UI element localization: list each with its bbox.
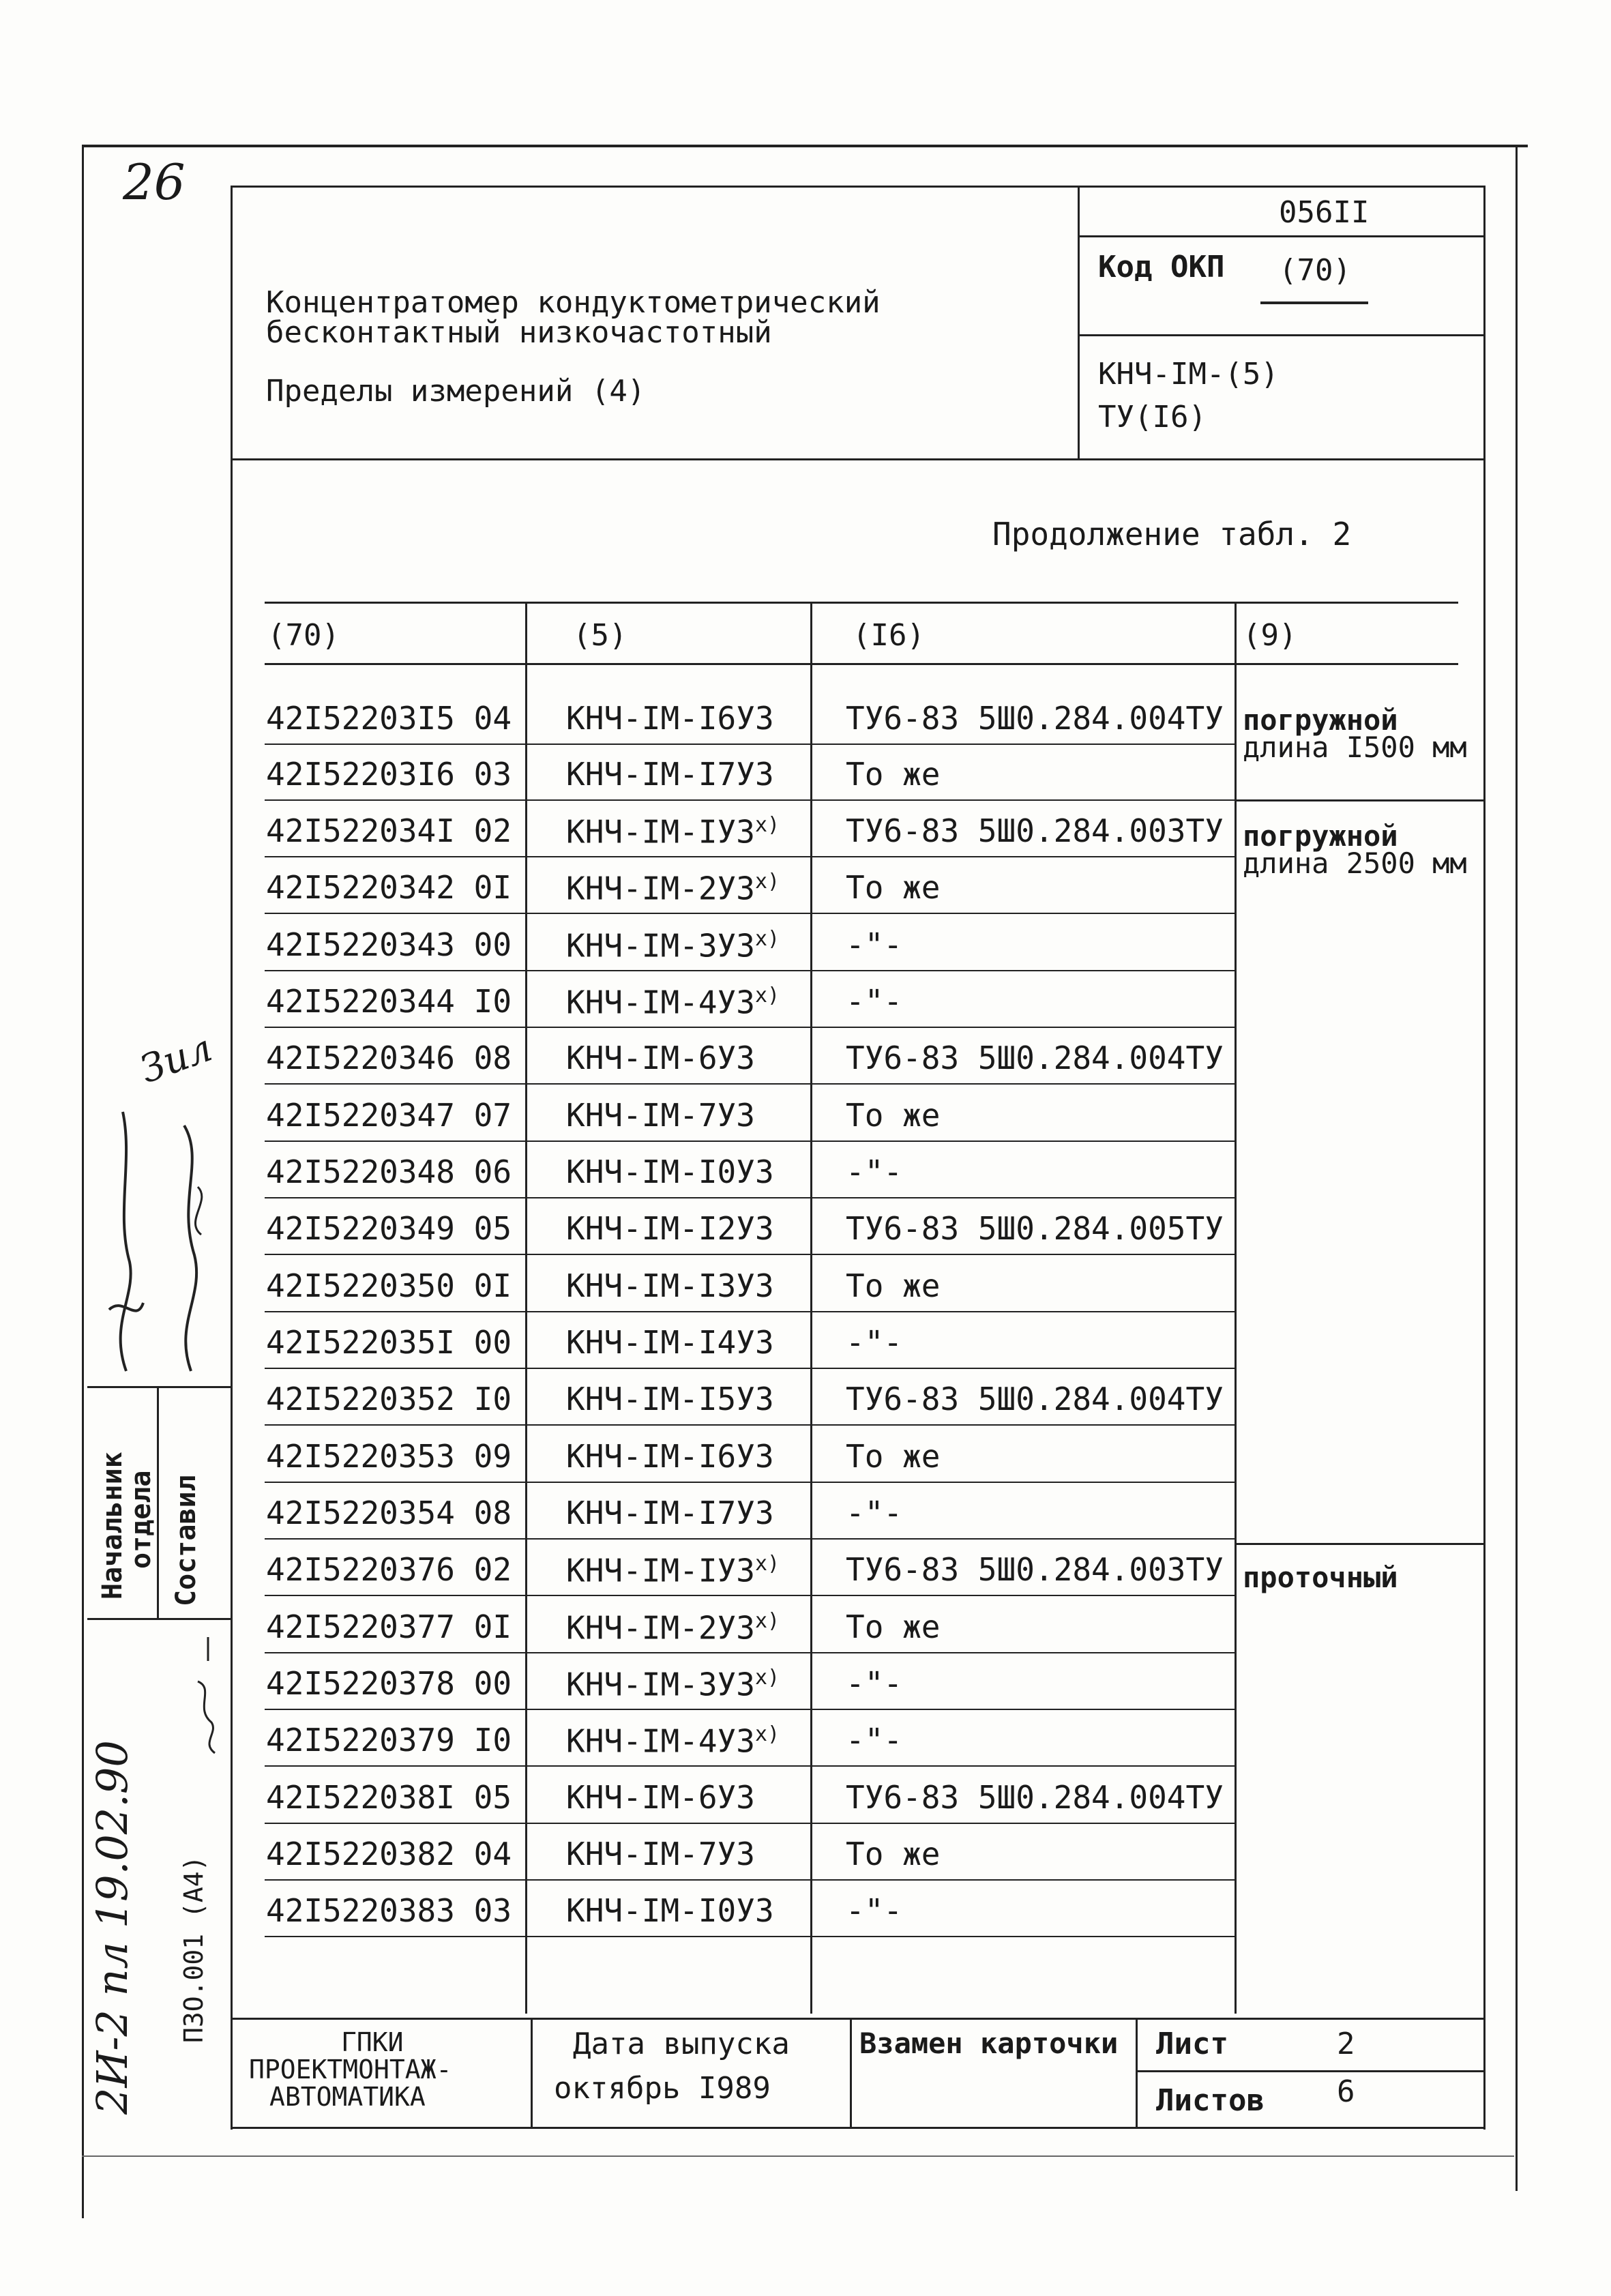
col-header-code: (70) (267, 618, 340, 653)
row-separator (265, 1197, 1235, 1198)
row-model (566, 1779, 755, 1816)
org-line1: ГПКИ (341, 2027, 404, 2057)
row-model-text: КНЧ-IM-I6УЗ (566, 1438, 774, 1475)
row-model-text: КНЧ-IM-I7УЗ (566, 756, 774, 793)
row-code: 42I5220350 0I (266, 1267, 512, 1304)
col-divider-1 (525, 602, 527, 2014)
signature-stamp (188, 1634, 228, 1756)
row-model (566, 1097, 755, 1134)
row-model-footnote-mark: x) (754, 813, 780, 837)
row-separator (265, 1368, 1235, 1369)
sheet-label: Лист (1156, 2027, 1228, 2061)
row-spec: ТУ6-83 5Ш0.284.004ТУ (846, 1040, 1224, 1076)
page-number: 26 (123, 153, 186, 211)
group-note-2-line1: погружной (1243, 819, 1398, 853)
row-model-footnote-mark: x) (754, 927, 780, 951)
row-model-footnote-mark: x) (754, 1666, 780, 1690)
row-model-text: КНЧ-IM-4УЗ (566, 1722, 755, 1760)
row-separator (265, 1083, 1235, 1085)
row-model (566, 1838, 755, 1870)
signature-head (95, 1105, 157, 1378)
col-header-note: (9) (1243, 618, 1297, 653)
footer-divider-1 (531, 2018, 533, 2127)
header-divider (1078, 186, 1080, 458)
handwritten-date: 2И-2 пл 19.02.90 (87, 1740, 137, 2115)
bottom-border-line (82, 2155, 1514, 2157)
row-code: 42I5220344 I0 (266, 983, 512, 1020)
margin-stamp-bottom (87, 1618, 231, 1620)
okp-label-line (1078, 334, 1486, 336)
row-model-footnote-mark: x) (754, 1609, 780, 1633)
sheets-label: Листов (1156, 2083, 1265, 2118)
row-separator (265, 1879, 1235, 1881)
measurement-range-label: Пределы измерений (4) (266, 374, 646, 409)
row-model-text: КНЧ-IM-I0УЗ (566, 1153, 774, 1190)
row-separator (265, 1595, 1235, 1596)
row-separator (265, 1311, 1235, 1312)
header-bottom-line (231, 458, 1486, 460)
row-model-text: КНЧ-IM-I6УЗ (566, 700, 774, 737)
model-line1: КНЧ-IM-(5) (1098, 357, 1279, 392)
col-divider-3 (1235, 602, 1237, 2014)
row-code: 42I5220376 02 (266, 1551, 512, 1588)
row-spec: -"- (846, 926, 903, 963)
row-spec: ТУ6-83 5Ш0.284.005ТУ (846, 1210, 1224, 1247)
issue-date-value: октябрь I989 (554, 2071, 771, 2106)
row-spec: ТУ6-83 5Ш0.284.004ТУ (846, 1381, 1224, 1417)
row-model-footnote-mark: x) (754, 870, 780, 894)
row-spec: -"- (846, 1665, 903, 1702)
row-spec: ТУ6-83 5Ш0.284.004ТУ (846, 1779, 1224, 1816)
row-separator (265, 856, 1235, 857)
okp-label: Код ОКП (1098, 250, 1225, 284)
row-model (566, 700, 774, 737)
row-code: 42I5220346 08 (266, 1040, 512, 1076)
okp-ref-underline (1260, 301, 1368, 304)
row-model-text: КНЧ-IM-6УЗ (566, 1040, 755, 1076)
row-model (566, 1324, 774, 1361)
org-line3: АВТОМАТИКА (269, 2082, 426, 2112)
head-of-department-label-2: отдела (125, 1470, 157, 1569)
top-border-line (82, 145, 1528, 147)
sheet-value: 2 (1337, 2027, 1355, 2061)
row-separator (265, 799, 1235, 801)
group-note-3-line1: проточный (1243, 1561, 1398, 1594)
row-model (566, 1383, 774, 1415)
margin-stamp-divider (157, 1386, 159, 1618)
row-spec: -"- (846, 1495, 903, 1531)
row-separator (265, 1652, 1235, 1653)
group-note-1-line2: длина I500 мм (1243, 731, 1467, 764)
table-header-line (265, 663, 1458, 665)
compiled-by-label: Составил (171, 1475, 202, 1606)
header-left-line (231, 186, 233, 2130)
row-spec: То же (846, 1836, 941, 1872)
row-separator (265, 1823, 1235, 1824)
row-model (566, 1666, 780, 1703)
handwritten-note: Зил (134, 1025, 218, 1093)
row-model (566, 1153, 774, 1190)
row-model-footnote-mark: x) (754, 984, 780, 1007)
row-model (566, 1722, 780, 1760)
row-code: 42I5220353 09 (266, 1438, 512, 1475)
row-code: 42I522034I 02 (266, 812, 512, 849)
group-divider-1 (1235, 799, 1486, 801)
replace-card-label: Взамен карточки (859, 2027, 1119, 2060)
row-spec: -"- (846, 1324, 903, 1361)
footer-bottom-line (231, 2127, 1486, 2129)
row-spec: -"- (846, 1153, 903, 1190)
footer-divider-2 (850, 2018, 852, 2127)
row-model (566, 1267, 774, 1304)
col-header-spec: (I6) (853, 618, 925, 653)
okp-number: 056II (1279, 195, 1370, 230)
row-separator (265, 1140, 1235, 1142)
row-model (566, 813, 780, 851)
row-separator (265, 913, 1235, 914)
signature-compiler (164, 1119, 225, 1378)
row-model-text: КНЧ-IM-I4УЗ (566, 1324, 774, 1361)
row-model (566, 1552, 780, 1589)
col-divider-2 (810, 602, 812, 2014)
stamp-text: ПЗО.001 (А4) (179, 1855, 209, 2043)
footer-top-line (231, 2018, 1486, 2020)
row-separator (265, 1936, 1235, 1937)
row-model-text: КНЧ-IM-I2УЗ (566, 1210, 774, 1247)
row-model-text: КНЧ-IM-I3УЗ (566, 1267, 774, 1304)
row-separator (265, 970, 1235, 971)
margin-stamp-top (87, 1386, 231, 1388)
row-model-text: КНЧ-IM-I5УЗ (566, 1381, 774, 1417)
row-model-text: КНЧ-IM-2УЗ (566, 870, 755, 907)
row-code: 42I52203I5 04 (266, 700, 512, 737)
row-code: 42I5220377 0I (266, 1608, 512, 1645)
row-code: 42I5220348 06 (266, 1153, 512, 1190)
row-separator (265, 1424, 1235, 1426)
row-code: 42I5220347 07 (266, 1097, 512, 1134)
okp-ref: (70) (1279, 253, 1351, 288)
row-code: 42I522035I 00 (266, 1324, 512, 1361)
row-model-text: КНЧ-IM-IУЗ (566, 1552, 755, 1589)
footer-sheet-line (1136, 2070, 1486, 2072)
row-code: 42I52203I6 03 (266, 756, 512, 793)
header-right-line (1483, 186, 1486, 2130)
row-separator (265, 1482, 1235, 1483)
footer-divider-3 (1136, 2018, 1138, 2127)
row-model-footnote-mark: x) (754, 1552, 780, 1576)
row-model-text: КНЧ-IM-I7УЗ (566, 1495, 774, 1531)
head-of-department-label-1: Начальник (97, 1452, 128, 1600)
model-line2: ТУ(I6) (1098, 400, 1207, 435)
row-spec: ТУ6-83 5Ш0.284.004ТУ (846, 700, 1224, 737)
row-separator (265, 1027, 1235, 1028)
row-separator (265, 1709, 1235, 1710)
row-spec: -"- (846, 1722, 903, 1758)
row-model (566, 984, 780, 1021)
group-note-2-line2: длина 2500 мм (1243, 847, 1467, 880)
table-top-line (265, 602, 1458, 604)
row-code: 42I5220352 I0 (266, 1381, 512, 1417)
row-model-text: КНЧ-IM-7УЗ (566, 1097, 755, 1134)
row-code: 42I5220383 03 (266, 1892, 512, 1929)
row-model-footnote-mark: x) (754, 1722, 780, 1746)
group-divider-2 (1235, 1543, 1486, 1545)
row-separator (265, 1254, 1235, 1255)
table-caption: Продолжение табл. 2 (992, 516, 1352, 553)
row-model (566, 927, 780, 965)
row-spec: -"- (846, 1892, 903, 1929)
left-border-line (82, 145, 84, 2218)
header-top-line (231, 186, 1486, 188)
row-model-text: КНЧ-IM-6УЗ (566, 1779, 755, 1816)
row-code: 42I5220349 05 (266, 1210, 512, 1247)
row-spec: То же (846, 1267, 941, 1304)
row-model (566, 756, 774, 793)
row-spec: То же (846, 1608, 941, 1645)
issue-date-label: Дата выпуска (573, 2027, 790, 2061)
row-code: 42I5220343 00 (266, 926, 512, 963)
row-model (566, 1210, 774, 1247)
row-code: 42I5220379 I0 (266, 1722, 512, 1758)
row-code: 42I5220354 08 (266, 1495, 512, 1531)
row-spec: То же (846, 756, 941, 793)
okp-number-line (1078, 235, 1486, 237)
row-model-text: КНЧ-IM-7УЗ (566, 1836, 755, 1872)
row-model (566, 870, 780, 907)
row-model (566, 1892, 774, 1929)
col-header-model: (5) (573, 618, 627, 653)
row-model-text: КНЧ-IM-3УЗ (566, 927, 755, 965)
row-model-text: КНЧ-IM-IУЗ (566, 813, 755, 851)
row-model-text: КНЧ-IM-4УЗ (566, 984, 755, 1021)
row-spec: То же (846, 1097, 941, 1134)
org-line2: ПРОЕКТМОНТАЖ- (249, 2055, 452, 2085)
row-model (566, 1609, 780, 1647)
row-code: 42I5220342 0I (266, 869, 512, 906)
group-note-1-line1: погружной (1243, 703, 1398, 737)
row-model (566, 1497, 774, 1529)
row-model-text: КНЧ-IM-2УЗ (566, 1609, 755, 1647)
row-code: 42I5220378 00 (266, 1665, 512, 1702)
row-model (566, 1042, 755, 1074)
row-separator (265, 744, 1235, 745)
row-spec: -"- (846, 983, 903, 1020)
row-code: 42I5220382 04 (266, 1836, 512, 1872)
device-title-line1: Концентратомер кондуктометрический (266, 285, 881, 320)
sheets-value: 6 (1337, 2074, 1355, 2109)
device-title-line2: бесконтактный низкочастотный (266, 315, 772, 350)
row-separator (265, 1538, 1235, 1540)
row-spec: То же (846, 1438, 941, 1475)
row-spec: То же (846, 869, 941, 906)
row-model-text: КНЧ-IM-3УЗ (566, 1666, 755, 1703)
row-spec: ТУ6-83 5Ш0.284.003ТУ (846, 1551, 1224, 1588)
row-spec: ТУ6-83 5Ш0.284.003ТУ (846, 812, 1224, 849)
row-separator (265, 1765, 1235, 1767)
row-code: 42I522038I 05 (266, 1779, 512, 1816)
row-model (566, 1438, 774, 1475)
right-border-line (1516, 145, 1518, 2191)
row-model-text: КНЧ-IM-I0УЗ (566, 1892, 774, 1929)
